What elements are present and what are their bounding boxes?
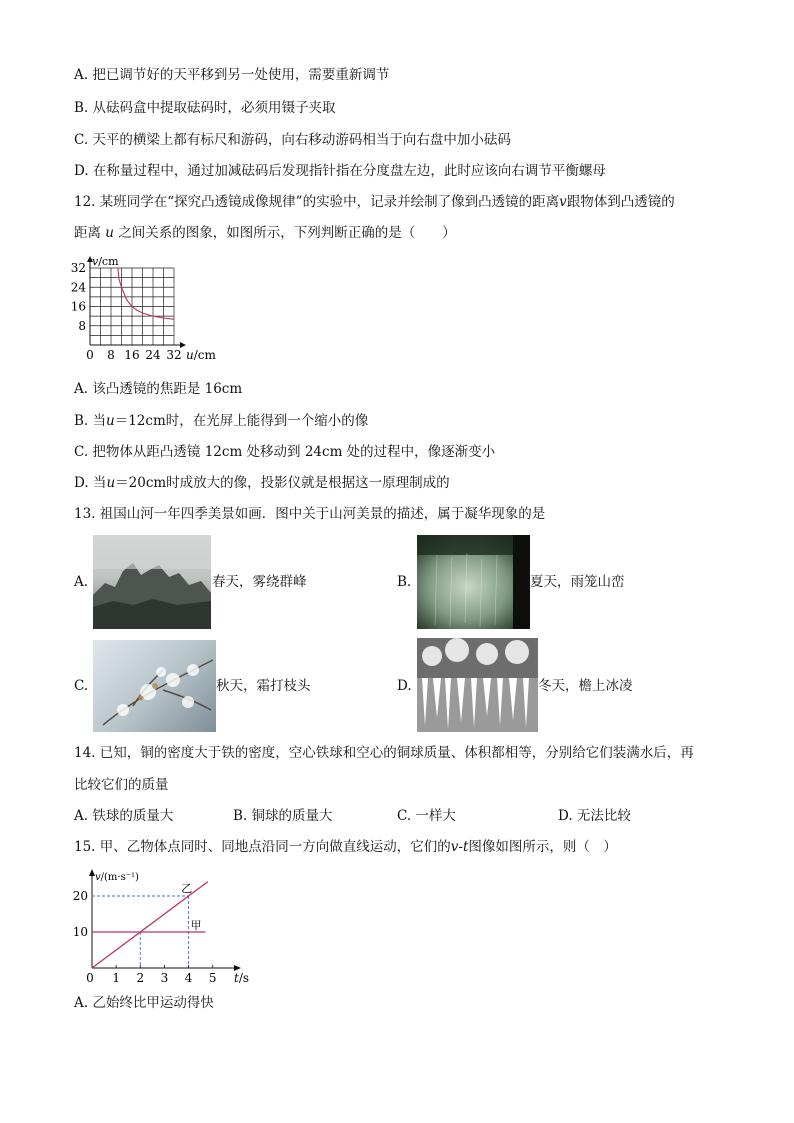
foggy-peaks-image — [93, 535, 211, 629]
q11-option-b: B. 从砝码盒中提取砝码时，必须用镊子夹取 — [74, 100, 336, 116]
q15-stem-text-b: 图像如图所示，则（ ） — [468, 839, 617, 855]
lens-v-u-chart — [68, 252, 228, 370]
x-axis-unit: /s — [238, 971, 250, 985]
q14-option-a: A. 铁球的质量大 — [74, 808, 174, 824]
icicles-image — [417, 638, 538, 732]
q13-option-b-caption: 夏天，雨笼山峦 — [530, 574, 625, 590]
y-axis-unit: /(m·s⁻¹) — [100, 872, 139, 883]
q13-option-a-letter: A. — [74, 574, 89, 590]
q12-option-b — [74, 412, 368, 430]
q14-option-b: B. 铜球的质量大 — [233, 808, 333, 824]
q12-option-b-prefix: B. 当 — [74, 413, 107, 429]
x-tick-label: 32 — [166, 348, 182, 362]
x-tick-label: 8 — [107, 348, 115, 362]
y-axis-label — [95, 872, 139, 883]
q12-var-u: u — [105, 225, 114, 241]
velocity-time-chart — [68, 864, 258, 988]
q12-option-d-rest: ＝20cm时成放大的像，投影仪就是根据这一原理制成的 — [115, 475, 450, 491]
q13-option-d-caption: 冬天，檐上冰凌 — [538, 678, 633, 694]
q15-stem-var: v-t — [450, 839, 469, 855]
q15-stem — [74, 838, 617, 856]
x-tick-label: 0 — [86, 348, 94, 362]
q13-option-c-caption: 秋天，霜打枝头 — [216, 678, 311, 694]
frosted-branches-photo — [93, 640, 216, 732]
x-tick-label: 1 — [112, 971, 120, 985]
q11-option-a: A. 把已调节好的天平移到另一处使用，需要重新调节 — [74, 67, 390, 83]
q12-option-d — [74, 474, 450, 492]
y-axis-var: v — [92, 255, 99, 268]
q13-option-d-letter: D. — [397, 678, 412, 694]
q13-option-b-letter: B. — [397, 574, 412, 590]
x-axis-label — [234, 971, 249, 985]
q14-option-c: C. 一样大 — [397, 808, 456, 824]
x-tick-label: 2 — [136, 971, 145, 985]
q13-option-a-caption: 春天，雾绕群峰 — [212, 574, 307, 590]
x-tick-label: 16 — [124, 348, 140, 362]
x-axis-var: t — [234, 971, 239, 985]
series-yi-label: 乙 — [181, 882, 193, 895]
x-axis-unit: /cm — [193, 348, 216, 362]
icicles-photo — [417, 638, 538, 732]
q12-var-v: v — [559, 194, 567, 210]
x-tick-label: 4 — [184, 971, 193, 985]
q12-stem-text-a: 12. 某班同学在“探究凸透镜成像规律”的实验中，记录并绘制了像到凸透镜的距离 — [74, 194, 560, 210]
rainy-mountain-image — [417, 535, 530, 629]
x-axis-var: u — [186, 348, 194, 362]
q12-option-d-prefix: D. 当 — [74, 475, 107, 491]
y-tick-label: 20 — [72, 889, 88, 903]
q14-stem-line1: 14. 已知，铜的密度大于铁的密度，空心铁球和空心的铜球质量、体积都相等，分别给它们装满水后，再 — [74, 745, 694, 761]
y-tick-label: 32 — [70, 261, 86, 275]
y-tick-label: 8 — [78, 318, 86, 333]
x-tick-label: 3 — [160, 971, 169, 985]
x-axis-label — [186, 348, 216, 362]
q12-option-d-var: u — [106, 475, 116, 491]
q15-stem-text-a: 15. 甲、乙物体点同时、同地点沿同一方向做直线运动，它们的 — [74, 839, 451, 855]
x-tick-label: 0 — [86, 971, 94, 985]
q12-stem-text-b: 跟物体到凸透镜的 — [566, 194, 675, 210]
q11-option-d: D. 在称量过程中，通过加减砝码后发现指针指在分度盘左边，此时应该向右调节平衡螺母 — [74, 163, 606, 179]
q14-option-d: D. 无法比较 — [558, 808, 631, 824]
q12-option-c: C. 把物体从距凸透镜 12cm 处移动到 24cm 处的过程中，像逐渐变小 — [74, 444, 496, 460]
y-axis-var: v — [95, 872, 101, 883]
q13-stem: 13. 祖国山河一年四季美景如画．图中关于山河美景的描述，属于凝华现象的是 — [74, 506, 546, 522]
q12-stem-text-c: 距离 — [74, 225, 101, 241]
q11-option-c: C. 天平的横梁上都有标尺和游码，向右移动游码相当于向右盘中加小砝码 — [74, 132, 511, 148]
series-v-u-curve — [116, 252, 174, 319]
q12-option-a: A. 该凸透镜的焦距是 16cm — [74, 381, 243, 397]
series-jia-label: 甲 — [190, 919, 202, 932]
x-tick-label: 5 — [208, 971, 217, 985]
q13-option-c-letter: C. — [74, 678, 89, 694]
q12-option-b-var: u — [106, 413, 115, 429]
y-tick-label: 16 — [70, 299, 86, 314]
y-tick-label: 10 — [72, 925, 88, 939]
y-tick-label: 24 — [70, 280, 86, 295]
frosted-branches-image — [93, 640, 216, 732]
q14-stem-line2: 比较它们的质量 — [74, 777, 169, 793]
rainy-mountain-photo — [417, 535, 530, 629]
y-axis-unit: /cm — [98, 255, 119, 268]
foggy-peaks-photo — [93, 535, 211, 629]
x-tick-label: 24 — [145, 348, 161, 362]
y-axis-label — [92, 255, 119, 268]
q12-stem-line1 — [74, 193, 675, 211]
q12-stem-line2 — [74, 224, 456, 242]
q12-stem-text-d: 之间关系的图象，如图所示，下列判断正确的是（ ） — [118, 225, 456, 241]
q12-option-b-rest: ＝12cm时，在光屏上能得到一个缩小的像 — [114, 413, 369, 429]
q15-option-a: A. 乙始终比甲运动得快 — [74, 995, 214, 1011]
